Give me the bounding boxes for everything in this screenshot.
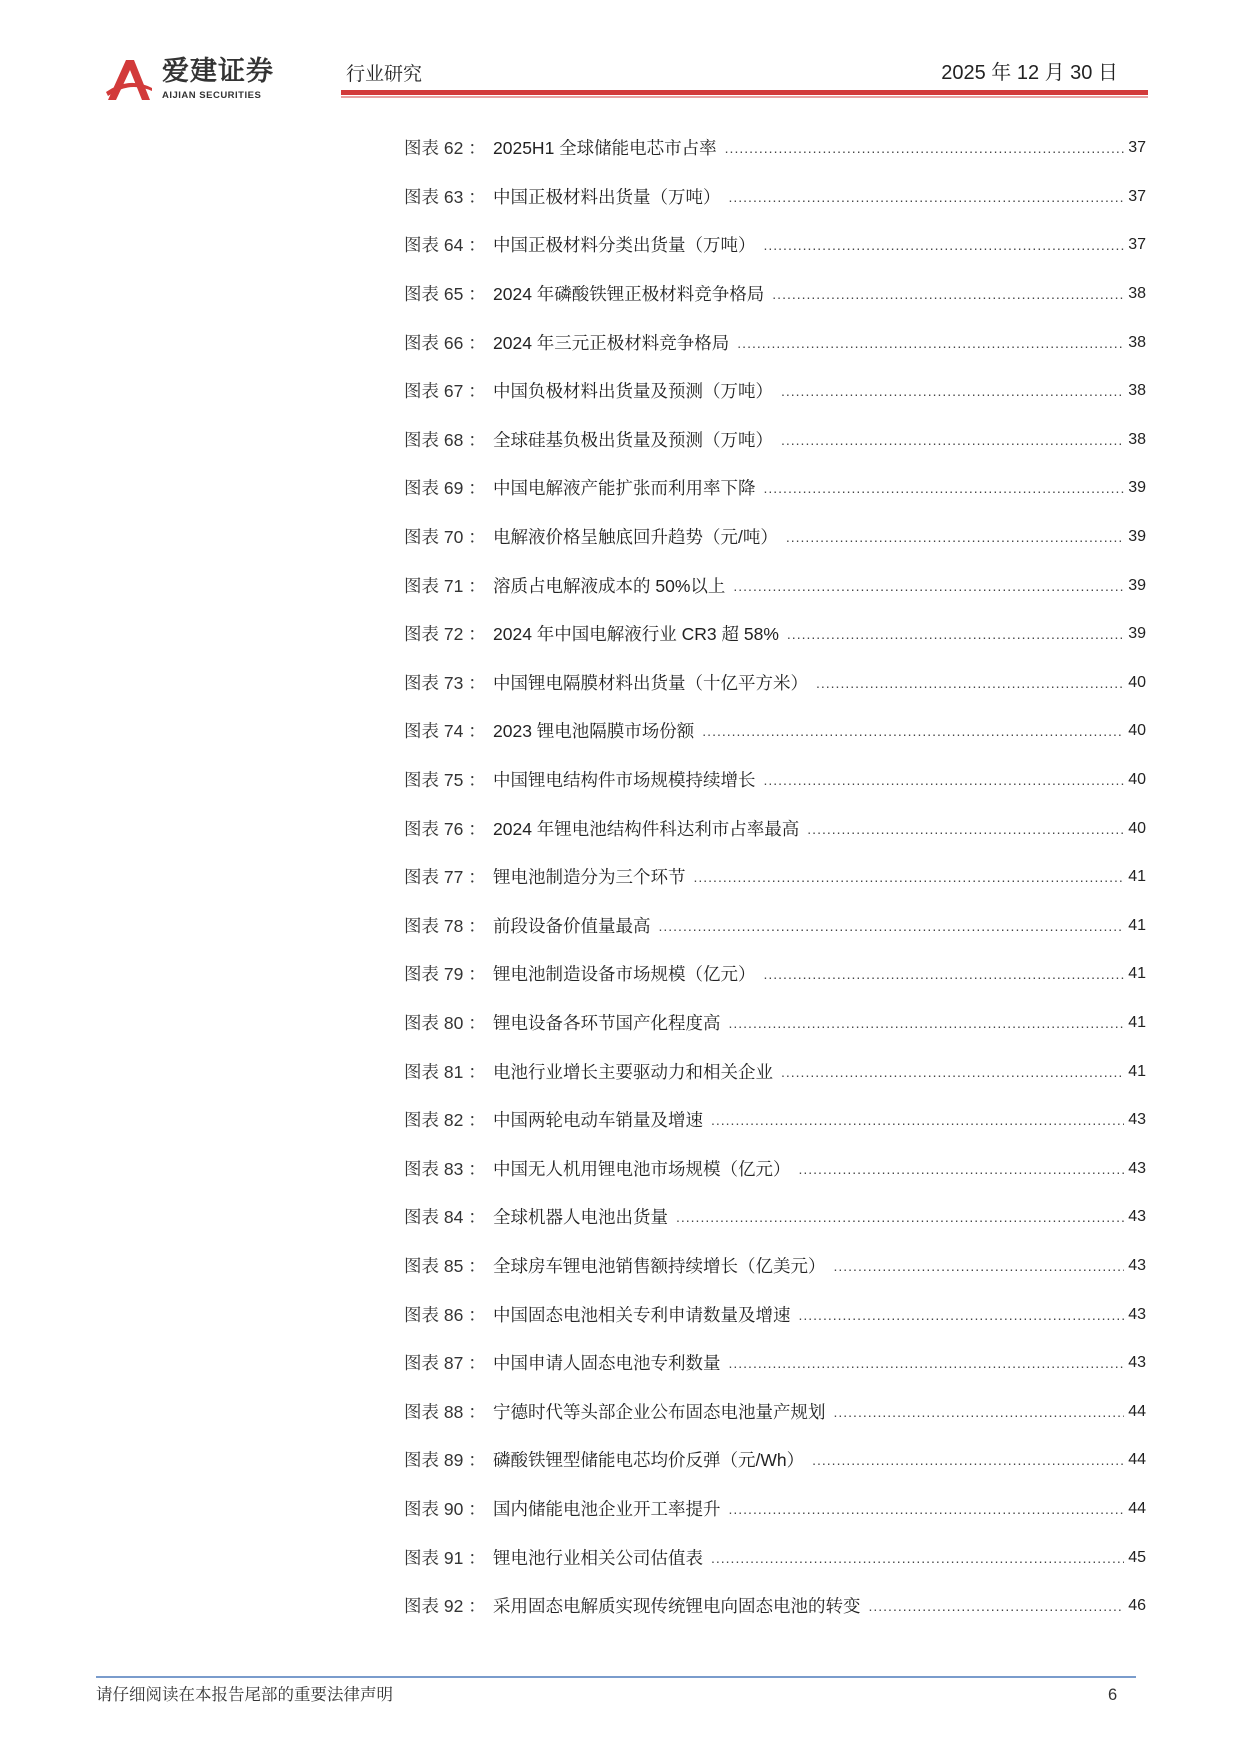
toc-entry-title: 锂电池制造分为三个环节 xyxy=(493,867,686,888)
toc-entry-label: 图表 81 ： xyxy=(404,1061,486,1082)
toc-entry-page: 41 xyxy=(1128,1062,1146,1080)
toc-entry-label: 图表 92 ： xyxy=(404,1596,486,1617)
footer-disclaimer: 请仔细阅读在本报告尾部的重要法律声明 xyxy=(96,1686,393,1704)
toc-entry[interactable] xyxy=(404,464,1146,513)
toc-leader-dots xyxy=(733,575,1124,597)
toc-entry-label: 图表 84 ： xyxy=(404,1207,486,1228)
toc-entry-label: 图表 67 ： xyxy=(404,381,486,402)
toc-leader-dots xyxy=(659,915,1125,937)
toc-leader-dots xyxy=(787,623,1124,645)
toc-entry[interactable] xyxy=(404,1242,1146,1291)
toc-entry-page: 44 xyxy=(1128,1499,1146,1517)
toc-leader-dots xyxy=(781,429,1124,451)
logo-chinese-name: 爱建证券 xyxy=(162,56,274,86)
toc-entry-title: 2024 年锂电池结构件科达利市占率最高 xyxy=(493,818,800,839)
toc-entry-page: 43 xyxy=(1128,1354,1146,1372)
toc-leader-dots xyxy=(725,137,1125,159)
toc-entry[interactable] xyxy=(404,950,1146,999)
toc-entry-title: 中国无人机用锂电池市场规模（亿元） xyxy=(493,1158,791,1179)
toc-entry-title: 溶质占电解液成本的 50%以上 xyxy=(493,575,726,596)
toc-entry-page: 38 xyxy=(1128,430,1146,448)
toc-entry-title: 中国申请人固态电池专利数量 xyxy=(493,1353,721,1374)
toc-entry[interactable] xyxy=(404,513,1146,562)
toc-entry-page: 41 xyxy=(1128,916,1146,934)
toc-entry-label: 图表 69 ： xyxy=(404,478,486,499)
toc-entry[interactable] xyxy=(404,367,1146,416)
toc-entry-title: 2024 年三元正极材料竞争格局 xyxy=(493,332,730,353)
toc-entry-page: 40 xyxy=(1128,771,1146,789)
toc-leader-dots xyxy=(764,234,1125,256)
toc-entry-page: 37 xyxy=(1128,139,1146,157)
toc-entry-label: 图表 72 ： xyxy=(404,624,486,645)
toc-entry-title: 中国锂电隔膜材料出货量（十亿平方米） xyxy=(493,672,808,693)
toc-entry-page: 37 xyxy=(1128,187,1146,205)
toc-entry-title: 电解液价格呈触底回升趋势（元/吨） xyxy=(493,527,778,548)
toc-entry-label: 图表 88 ： xyxy=(404,1401,486,1422)
toc-entry[interactable] xyxy=(404,318,1146,367)
toc-entry[interactable] xyxy=(404,804,1146,853)
toc-leader-dots xyxy=(729,1352,1125,1374)
toc-entry-page: 39 xyxy=(1128,528,1146,546)
toc-entry-label: 图表 75 ： xyxy=(404,770,486,791)
toc-leader-dots xyxy=(737,332,1124,354)
toc-leader-dots xyxy=(812,1449,1124,1471)
toc-entry-page: 39 xyxy=(1128,625,1146,643)
toc-entry-title: 2024 年中国电解液行业 CR3 超 58% xyxy=(493,624,779,645)
toc-entry-title: 磷酸铁锂型储能电芯均价反弹（元/Wh） xyxy=(493,1450,805,1471)
toc-entry[interactable] xyxy=(404,270,1146,319)
toc-entry-page: 40 xyxy=(1128,819,1146,837)
toc-leader-dots xyxy=(869,1595,1125,1617)
toc-leader-dots xyxy=(807,818,1124,840)
table-of-figures xyxy=(404,124,1146,1630)
footer-divider xyxy=(96,1676,1136,1678)
toc-entry-title: 国内储能电池企业开工率提升 xyxy=(493,1498,721,1519)
toc-entry-label: 图表 63 ： xyxy=(404,186,486,207)
toc-entry-title: 中国负极材料出货量及预测（万吨） xyxy=(493,381,773,402)
toc-leader-dots xyxy=(676,1206,1124,1228)
toc-entry-title: 2024 年磷酸铁锂正极材料竞争格局 xyxy=(493,284,765,305)
toc-leader-dots xyxy=(834,1401,1125,1423)
toc-entry-page: 43 xyxy=(1128,1305,1146,1323)
toc-entry-page: 41 xyxy=(1128,965,1146,983)
toc-entry-page: 39 xyxy=(1128,576,1146,594)
toc-entry-page: 43 xyxy=(1128,1208,1146,1226)
toc-entry-label: 图表 65 ： xyxy=(404,284,486,305)
toc-entry-page: 38 xyxy=(1128,382,1146,400)
toc-entry[interactable] xyxy=(404,756,1146,805)
toc-leader-dots xyxy=(799,1158,1125,1180)
company-logo xyxy=(104,56,304,104)
toc-entry[interactable] xyxy=(404,1582,1146,1631)
toc-entry-label: 图表 62 ： xyxy=(404,138,486,159)
toc-entry[interactable] xyxy=(404,999,1146,1048)
toc-entry-label: 图表 64 ： xyxy=(404,235,486,256)
toc-leader-dots xyxy=(764,963,1125,985)
toc-entry-title: 全球房车锂电池销售额持续增长（亿美元） xyxy=(493,1255,826,1276)
toc-entry[interactable] xyxy=(404,1387,1146,1436)
report-date: 2025 年 12 月 30 日 xyxy=(941,62,1118,84)
toc-entry-title: 全球机器人电池出货量 xyxy=(493,1207,668,1228)
toc-leader-dots xyxy=(816,672,1124,694)
toc-leader-dots xyxy=(694,866,1125,888)
toc-entry[interactable] xyxy=(404,1339,1146,1388)
toc-leader-dots xyxy=(711,1109,1124,1131)
toc-entry-title: 2025H1 全球储能电芯市占率 xyxy=(493,138,717,159)
header-divider xyxy=(341,90,1148,95)
toc-entry-label: 图表 80 ： xyxy=(404,1012,486,1033)
toc-entry-label: 图表 87 ： xyxy=(404,1353,486,1374)
toc-leader-dots xyxy=(781,380,1124,402)
toc-entry-page: 39 xyxy=(1128,479,1146,497)
toc-entry-page: 41 xyxy=(1128,1013,1146,1031)
toc-entry[interactable] xyxy=(404,221,1146,270)
toc-entry-title: 采用固态电解质实现传统锂电向固态电池的转变 xyxy=(493,1596,861,1617)
toc-entry-label: 图表 85 ： xyxy=(404,1255,486,1276)
toc-leader-dots xyxy=(729,186,1125,208)
toc-entry-title: 锂电池行业相关公司估值表 xyxy=(493,1547,703,1568)
toc-entry-label: 图表 82 ： xyxy=(404,1110,486,1131)
toc-leader-dots xyxy=(711,1547,1124,1569)
toc-entry-label: 图表 90 ： xyxy=(404,1498,486,1519)
toc-entry-page: 44 xyxy=(1128,1402,1146,1420)
toc-entry-page: 40 xyxy=(1128,722,1146,740)
toc-entry[interactable] xyxy=(404,561,1146,610)
toc-entry-title: 锂电设备各环节国产化程度高 xyxy=(493,1012,721,1033)
toc-entry-title: 宁德时代等头部企业公布固态电池量产规划 xyxy=(493,1401,826,1422)
toc-entry-page: 38 xyxy=(1128,285,1146,303)
toc-entry-title: 中国电解液产能扩张而利用率下降 xyxy=(493,478,756,499)
toc-leader-dots xyxy=(764,477,1125,499)
toc-leader-dots xyxy=(729,1498,1125,1520)
toc-leader-dots xyxy=(799,1304,1125,1326)
toc-entry-label: 图表 68 ： xyxy=(404,429,486,450)
page-number: 6 xyxy=(1108,1686,1118,1704)
toc-entry-label: 图表 79 ： xyxy=(404,964,486,985)
toc-entry-title: 前段设备价值量最高 xyxy=(493,915,651,936)
toc-entry-title: 中国锂电结构件市场规模持续增长 xyxy=(493,770,756,791)
toc-entry-page: 37 xyxy=(1128,236,1146,254)
toc-entry-title: 中国正极材料出货量（万吨） xyxy=(493,186,721,207)
toc-entry-page: 41 xyxy=(1128,868,1146,886)
toc-entry-label: 图表 91 ： xyxy=(404,1547,486,1568)
toc-entry-label: 图表 89 ： xyxy=(404,1450,486,1471)
toc-entry-title: 锂电池制造设备市场规模（亿元） xyxy=(493,964,756,985)
toc-entry-label: 图表 70 ： xyxy=(404,527,486,548)
toc-entry-page: 40 xyxy=(1128,673,1146,691)
header-divider-thin xyxy=(341,96,1148,98)
logo-a-icon xyxy=(104,58,154,102)
toc-entry-page: 46 xyxy=(1128,1597,1146,1615)
toc-leader-dots xyxy=(702,720,1124,742)
toc-entry-title: 中国固态电池相关专利申请数量及增速 xyxy=(493,1304,791,1325)
toc-entry[interactable] xyxy=(404,902,1146,951)
toc-leader-dots xyxy=(834,1255,1125,1277)
toc-entry[interactable] xyxy=(404,707,1146,756)
toc-entry-title: 中国正极材料分类出货量（万吨） xyxy=(493,235,756,256)
toc-entry-label: 图表 83 ： xyxy=(404,1158,486,1179)
toc-entry[interactable] xyxy=(404,659,1146,708)
toc-leader-dots xyxy=(764,769,1125,791)
toc-entry-label: 图表 71 ： xyxy=(404,575,486,596)
toc-entry-title: 全球硅基负极出货量及预测（万吨） xyxy=(493,429,773,450)
toc-entry-title: 中国两轮电动车销量及增速 xyxy=(493,1110,703,1131)
toc-entry-label: 图表 77 ： xyxy=(404,867,486,888)
toc-entry-label: 图表 76 ： xyxy=(404,818,486,839)
toc-entry[interactable] xyxy=(404,173,1146,222)
toc-entry-page: 45 xyxy=(1128,1548,1146,1566)
toc-entry-page: 43 xyxy=(1128,1159,1146,1177)
toc-entry[interactable] xyxy=(404,610,1146,659)
toc-entry-title: 2023 锂电池隔膜市场份额 xyxy=(493,721,695,742)
toc-entry-label: 图表 74 ： xyxy=(404,721,486,742)
toc-entry[interactable] xyxy=(404,1096,1146,1145)
toc-entry[interactable] xyxy=(404,124,1146,173)
report-section: 行业研究 xyxy=(346,64,423,85)
toc-entry[interactable] xyxy=(404,1436,1146,1485)
toc-entry[interactable] xyxy=(404,853,1146,902)
toc-entry-page: 44 xyxy=(1128,1451,1146,1469)
logo-english-name: AIJIAN SECURITIES xyxy=(162,90,262,101)
toc-entry[interactable] xyxy=(404,1290,1146,1339)
toc-entry[interactable] xyxy=(404,1193,1146,1242)
toc-entry-page: 43 xyxy=(1128,1111,1146,1129)
toc-entry-label: 图表 66 ： xyxy=(404,332,486,353)
toc-entry-label: 图表 78 ： xyxy=(404,915,486,936)
toc-entry[interactable] xyxy=(404,416,1146,465)
toc-leader-dots xyxy=(729,1012,1125,1034)
toc-entry-page: 38 xyxy=(1128,333,1146,351)
toc-entry[interactable] xyxy=(404,1144,1146,1193)
toc-leader-dots xyxy=(772,283,1124,305)
toc-entry[interactable] xyxy=(404,1533,1146,1582)
toc-leader-dots xyxy=(786,526,1124,548)
toc-entry[interactable] xyxy=(404,1485,1146,1534)
toc-entry-label: 图表 86 ： xyxy=(404,1304,486,1325)
toc-entry-label: 图表 73 ： xyxy=(404,672,486,693)
toc-entry-page: 43 xyxy=(1128,1256,1146,1274)
toc-leader-dots xyxy=(781,1061,1124,1083)
toc-entry-title: 电池行业增长主要驱动力和相关企业 xyxy=(493,1061,773,1082)
toc-entry[interactable] xyxy=(404,1047,1146,1096)
